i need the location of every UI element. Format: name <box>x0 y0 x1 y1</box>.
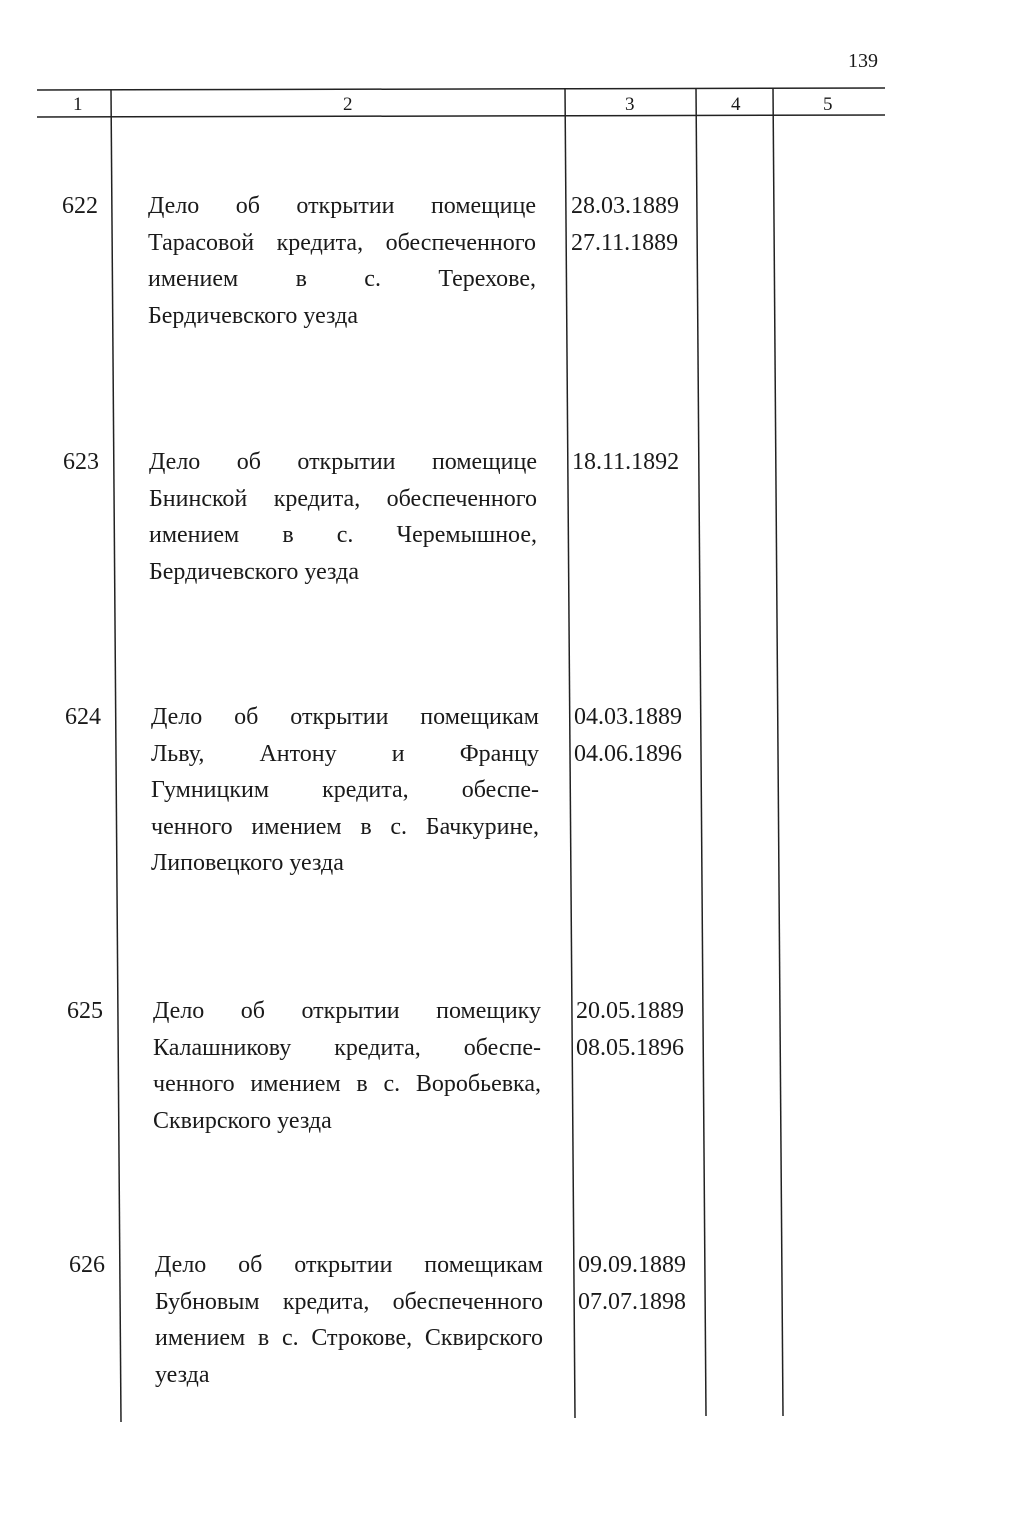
record-number: 626 <box>69 1252 105 1278</box>
date: 27.11.1889 <box>571 229 679 256</box>
description-line: Калашникову кредита, обеспе- <box>153 1034 541 1061</box>
record-description <box>153 993 541 1139</box>
page-number: 139 <box>848 50 878 72</box>
description-line: Дело об открытии помещице <box>149 449 537 475</box>
description-line: Льву, Антону и Францу <box>151 740 539 767</box>
description-line: ченного имением в с. Воробьевка, <box>153 1071 541 1097</box>
description-line: Бердичевского уезда <box>148 302 358 329</box>
description-line: Бубновым кредита, обеспеченного <box>155 1288 543 1315</box>
column-divider <box>773 88 783 1416</box>
description-line: ченного имением в с. Бачкурине, <box>151 813 539 840</box>
record-number: 624 <box>65 704 101 730</box>
column-header-4: 4 <box>731 94 741 115</box>
date: 20.05.1889 <box>576 998 684 1024</box>
description-line: Дело об открытии помещикам <box>155 1252 543 1278</box>
description-line: Дело об открытии помещице <box>148 193 536 219</box>
description-line: Бердичевского уезда <box>149 558 359 585</box>
column-divider <box>696 88 706 1416</box>
date: 28.03.1889 <box>571 193 679 219</box>
date: 04.03.1889 <box>574 704 682 730</box>
record-number: 625 <box>67 998 103 1024</box>
date: 04.06.1896 <box>574 740 682 767</box>
date: 07.07.1898 <box>578 1288 686 1315</box>
date: 18.11.1892 <box>572 449 680 475</box>
record-dates <box>574 699 682 772</box>
description-line: Сквирского уезда <box>153 1107 332 1134</box>
record-dates <box>576 993 684 1066</box>
record-dates <box>571 188 679 261</box>
record-dates <box>578 1247 686 1320</box>
description-line: Липовецкого уезда <box>151 850 344 876</box>
record-description <box>149 444 537 590</box>
description-line: Дело об открытии помещику <box>153 998 541 1024</box>
description-line: имением в с. Терехове, <box>148 266 536 292</box>
description-line: имением в с. Строкове, Сквирского <box>155 1325 543 1351</box>
record-dates <box>572 444 679 481</box>
header-top-rule <box>37 88 885 90</box>
description-line: Бнинской кредита, обеспеченного <box>149 485 537 512</box>
description-line: Тарасовой кредита, обеспеченного <box>148 229 536 256</box>
record-number: 623 <box>63 449 99 475</box>
description-line: уезда <box>155 1361 210 1388</box>
description-line: имением в с. Черемышное, <box>149 522 537 548</box>
description-line: Гумницким кредита, обеспе- <box>151 777 539 803</box>
date: 08.05.1896 <box>576 1034 684 1061</box>
record-description <box>155 1247 543 1393</box>
record-number: 622 <box>62 193 98 219</box>
date: 09.09.1889 <box>578 1252 686 1278</box>
description-line: Дело об открытии помещикам <box>151 704 539 730</box>
column-header-3: 3 <box>625 94 635 115</box>
column-header-2: 2 <box>343 94 353 115</box>
record-description <box>151 699 539 882</box>
column-header-5: 5 <box>823 94 833 115</box>
column-divider <box>111 90 121 1422</box>
header-bottom-rule <box>37 115 885 117</box>
column-header-1: 1 <box>73 94 83 115</box>
record-description <box>148 188 536 334</box>
